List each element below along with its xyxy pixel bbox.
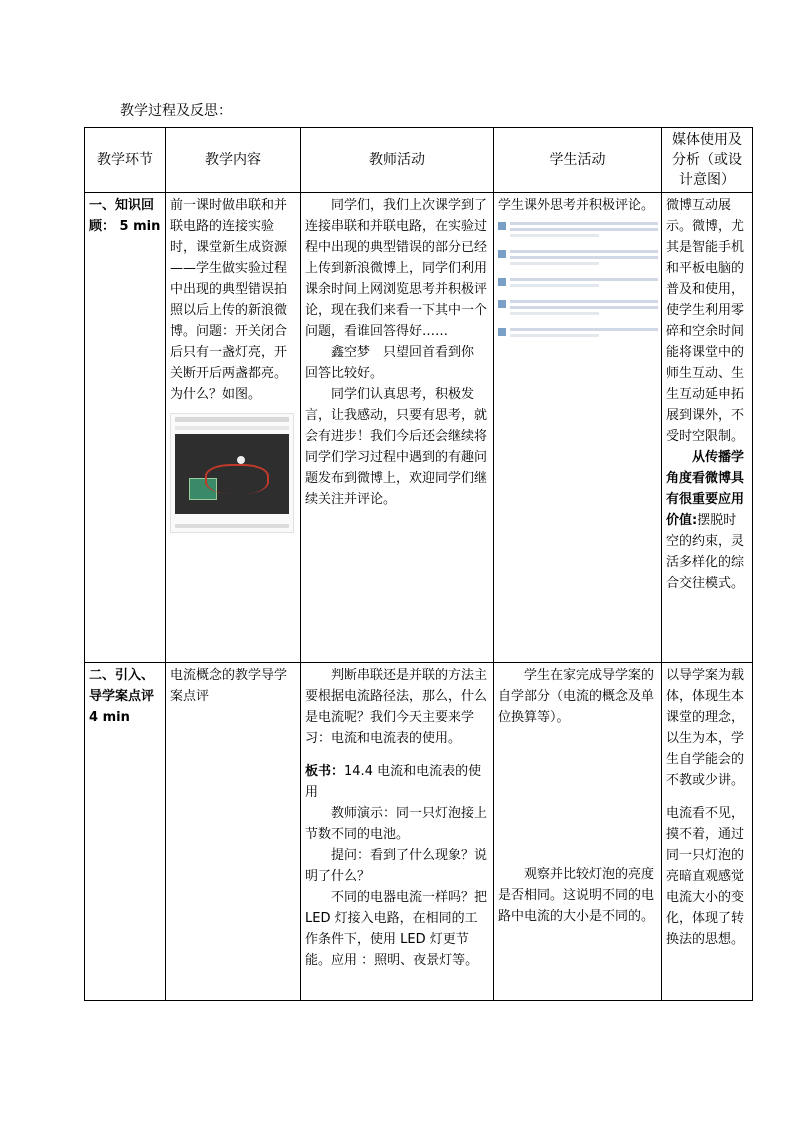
- content-text: 电流概念的教学导学案点评: [170, 668, 288, 704]
- teacher-cell: [301, 193, 501, 663]
- stage-cell: [85, 663, 166, 1001]
- content-text: 前一课时做串联和并联电路的连接实验时，课堂新生成资源——学生做实验过程中出现的典型错误拍照以后上传的新浪微博。问题：开关闭合后只有一盏灯亮，开关断开后两盏都亮。为什么？如图。: [170, 198, 288, 402]
- student-cell: [494, 193, 662, 663]
- media-rest-text: 摆脱时空的约束，灵活多样化的综合交往模式。: [666, 513, 745, 591]
- header-media: 媒体使用及分析（或设计意图）: [662, 128, 753, 193]
- stage-label: 一、知识回顾： 5 min: [89, 198, 161, 234]
- table-row: [85, 663, 753, 1001]
- stage-label: 二、引入、导学案点评 4 min: [89, 668, 155, 725]
- student-text: 观察并比较灯泡的亮度是否相同。这说明不同的电路中电流的大小是不同的。: [498, 867, 655, 924]
- teacher-text: 同学们，我们上次课学到了连接串联和并联电路，在实验过程中出现的典型错误的部分已经上传到新浪微博上，同学们利用课余时间上网浏览思考并积极评论，现在我们来看一下其中一个问题，看谁回答得好……: [305, 198, 488, 339]
- circuit-photo-icon: [170, 413, 294, 533]
- content-cell: [166, 193, 301, 663]
- teacher-text: 判断串联还是并联的方法主要根据电流路径法，那么，什么是电流呢？我们今天主要来学习：电流和电流表的使用。: [305, 668, 488, 746]
- student-text: 学生在家完成导学案的自学部分（电流的概念及单位换算等）。: [498, 668, 655, 725]
- header-content: 教学内容: [166, 128, 301, 193]
- header-stage: 教学环节: [85, 128, 166, 193]
- table-header-row: [85, 128, 753, 193]
- teacher-cell: [301, 663, 494, 1001]
- teacher-text: 不同的电器电流一样吗？把 LED 灯接入电路，在相同的工作条件下，使用 LED 灯更节能。应用 ：照明、夜景灯等。: [305, 890, 488, 968]
- media-bold-text: 从传播学角度看微博具有很重要应用价值:: [666, 450, 745, 528]
- media-cell: [662, 193, 753, 663]
- teacher-text: 提问：看到了什么现象？说明了什么？: [305, 848, 488, 884]
- media-text: 微博互动展示。微博，尤其是智能手机和平板电脑的普及和使用，使学生利用零碎和空余时间能将课堂中的师生互动、生生互动延申拓展到课外，不受时空限制。: [666, 198, 745, 444]
- student-cell: [494, 663, 662, 1001]
- page-heading: 教学过程及反思：: [120, 103, 232, 119]
- media-text: 电流看不见，摸不着，通过同一只灯泡的亮暗直观感觉电流大小的变化，体现了转换法的思想。: [666, 806, 745, 947]
- table-row: [85, 193, 753, 663]
- media-text: 以导学案为载体，体现生本课堂的理念，以生为本，学生自学能会的不教或少讲。: [666, 668, 745, 788]
- stage-cell: [85, 193, 166, 663]
- teacher-text: 教师演示：同一只灯泡接上节数不同的电池。: [305, 806, 488, 842]
- content-cell: [166, 663, 301, 1001]
- teaching-process-table: [84, 127, 753, 1001]
- teacher-text: 同学们认真思考，积极发言，让我感动，只要有思考，就会有进步！我们今后还会继续将同学们学习过程中遇到的有趣问题发布到微博上，欢迎同学们继续关注并评论。: [305, 387, 488, 507]
- student-text: 学生课外思考并积极评论。: [498, 198, 655, 213]
- board-text: 14.4 电流和电流表的使用: [305, 764, 482, 800]
- media-cell: [662, 663, 753, 1001]
- board-label: 板书：: [305, 764, 345, 779]
- teacher-board: [305, 761, 489, 803]
- media-text: [666, 447, 748, 594]
- header-teacher: 教师活动: [301, 128, 494, 193]
- header-student: 学生活动: [494, 128, 662, 193]
- teacher-text: 鑫空梦 只望回首看到你 回答比较好。: [305, 345, 501, 381]
- weibo-comments-icon: [498, 222, 658, 340]
